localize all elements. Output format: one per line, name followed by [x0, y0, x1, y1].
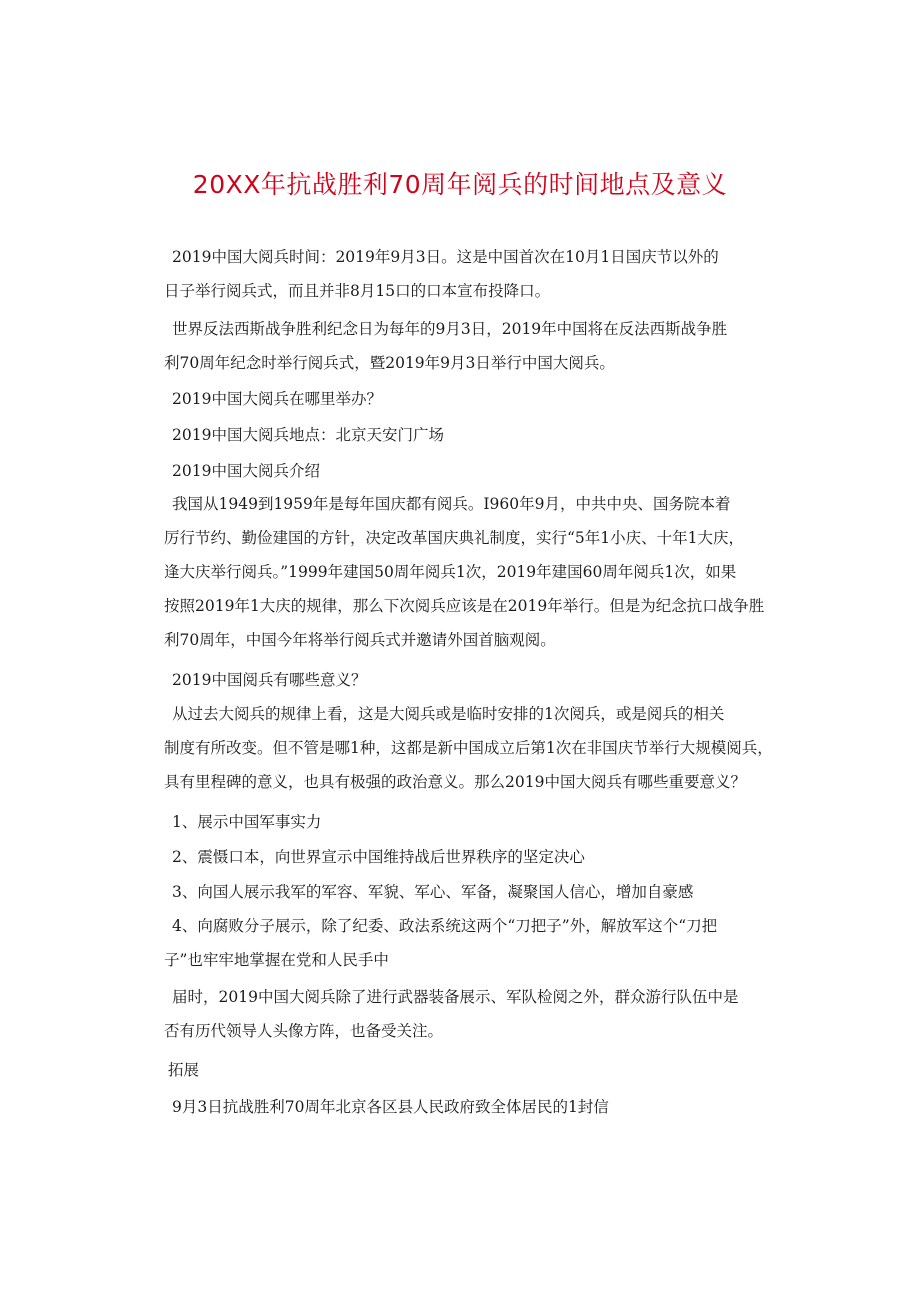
section-extension: 拓展: [168, 1061, 200, 1079]
paragraph-line: 按照2019年1大庆的规律，那么下次阅兵应该是在2019年举行。但是为纪念抗口战争胜: [164, 597, 765, 615]
paragraph-line: 日子举行阅兵式，而且并非8月15口的口本宣布投降口。: [164, 282, 551, 300]
paragraph-history: [164, 487, 798, 657]
answer-location: 2019中国大阅兵地点：北京天安门广场: [172, 426, 444, 444]
paragraph-line: 利70周年纪念时举行阅兵式，暨2019年9月3日举行中国大阅兵。: [164, 354, 615, 372]
section-introduction: 2019中国大阅兵介绍: [172, 462, 320, 480]
paragraph-line: 2019中国大阅兵时间：2019年9月3日。这是中国首次在10月1日国庆节以外的: [172, 248, 719, 266]
list-item: 2、震慑口本，向世界宣示中国维持战后世界秩序的坚定决心: [172, 848, 585, 866]
paragraph-closing: [164, 980, 798, 1048]
paragraph-line: 具有里程碑的意义，也具有极强的政治意义。那么2019中国大阅兵有哪些重要意义？: [164, 773, 746, 791]
list-item: [164, 909, 798, 977]
list-item: 3、向国人展示我军的军容、军貌、军心、军备，凝聚国人信心，增加自豪感: [172, 883, 694, 901]
paragraph-significance: [164, 697, 798, 799]
paragraph-line: 逢大庆举行阅兵。”1999年建国50周年阅兵1次，2019年建国60周年阅兵1次，如果: [164, 563, 737, 581]
document-title: 20XX年抗战胜利70周年阅兵的时间地点及意义: [192, 170, 728, 199]
list-item: 1、展示中国军事实力: [172, 813, 322, 831]
paragraph-line: 从过去大阅兵的规律上看，这是大阅兵或是临时安排的1次阅兵，或是阅兵的相关: [172, 705, 725, 723]
extension-link-text: 9月3日抗战胜利70周年北京各区县人民政府致全体居民的1封信: [172, 1098, 609, 1116]
paragraph-line: 4、向腐败分子展示，除了纪委、政法系统这两个“刀把子”外，解放军这个“刀把: [172, 917, 718, 935]
question-location: 2019中国大阅兵在哪里举办？: [172, 390, 382, 408]
paragraph-line: 届时，2019中国大阅兵除了进行武器装备展示、军队检阅之外，群众游行队伍中是: [172, 988, 739, 1006]
paragraph-line: 子”也牢牢地掌握在党和人民手中: [164, 951, 389, 969]
paragraph-line: 厉行节约、勤俭建国的方针，决定改革国庆典礼制度，实行“5年1小庆、十年1大庆，: [164, 529, 745, 547]
paragraph-line: 利70周年，中国今年将举行阅兵式并邀请外国首脑观阅。: [164, 631, 556, 649]
paragraph-line: 制度有所改变。但不管是哪1种，这都是新中国成立后第1次在非国庆节举行大规模阅兵，: [164, 739, 773, 757]
paragraph-anti-fascist-day: [164, 312, 798, 380]
paragraph-line: 否有历代领导人头像方阵，也备受关注。: [164, 1022, 444, 1040]
paragraph-parade-time: [164, 240, 798, 308]
question-significance: 2019中国阅兵有哪些意义？: [172, 671, 367, 689]
paragraph-line: 世界反法西斯战争胜利纪念日为每年的9月3日，2019年中国将在反法西斯战争胜: [172, 320, 728, 338]
paragraph-line: 我国从1949到1959年是每年国庆都有阅兵。I960年9月，中共中央、国务院本着: [172, 495, 731, 513]
